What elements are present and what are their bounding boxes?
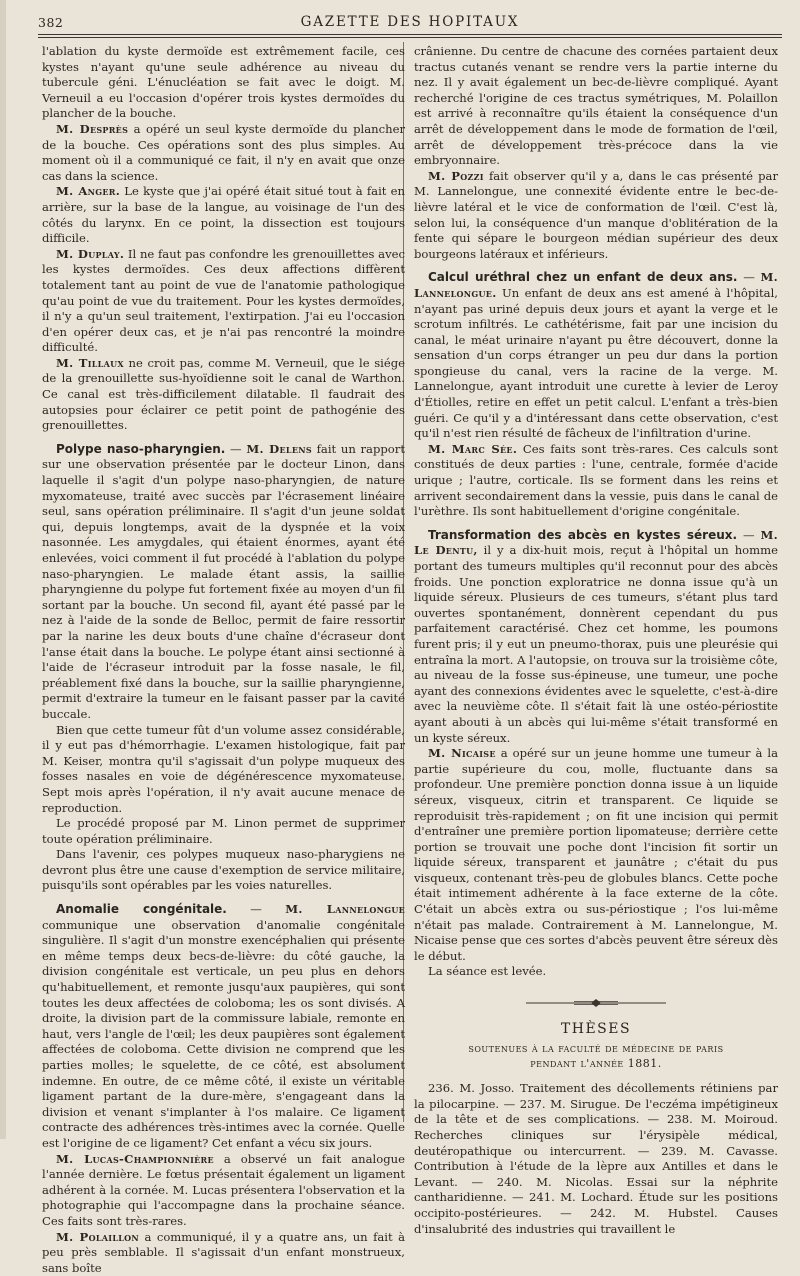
paragraph-text: communique une observation d'anomalie congénitale singulière. Il s'agit d'un monstre exencéphalien qui présente en même temps deux becs-de-lièvre: du côté gauche, la division congénitale est verticale, un peu plus en dehors qu'habituellement, et remonte jusqu'aux paupières, qui sont toutes les deux affectées de coloboma; les os sont divisés. A droite, la division part de la commissure labiale, remonte en haut, vers l'angle de l'œil; les deux paupières sont également affectées de coloboma. Cette division ne comprend que les parties molles; le squelette, de ce côté, est absolument indemne. En outre, de ce même côté, il existe un véritable ligament partant de la dure-mère, s'engageant dans la division et venant s'implanter à l'os malaire. Ce ligament contracte des adhérences très-intimes avec la cornée. Quelle est l'origine de ce ligament? Cet enfant a vécu six jours. — [42, 917, 405, 1150]
speaker-name: M. Pozzi — [428, 168, 484, 183]
paragraph-text: ne croit pas, comme M. Verneuil, que le siége de la grenouillette sus-hyoïdienne soit le canal de Warthon. Ce canal est très-difficilement dilatable. Il faudrait des autopsies pour éclairer ce petit point de pathogénie des grenouillettes. — [42, 355, 406, 433]
journal-title: GAZETTE DES HOPITAUX — [300, 14, 520, 30]
paragraph-text: Un enfant de deux ans est amené à l'hôpital, n'ayant pas uriné depuis deux jours et ayant la verge et le scrotum infiltrés. Le cathétérisme, fait par une incision du canal, le méat urinaire n'ayant pu être découvert, donne la sensation d'un corps étranger un peu dur dans la portion spongieuse du canal, vers la racine de la verge. M. Lannelongue, ayant introduit une curette à levier de Leroy d'Étiolles, retire en effet un petit calcul. L'enfant a très-bien guéri. Ce qu'il y a d'intéressant dans cette observation, c'est qu'il n'est rien résulté de fâcheux de l'infiltration d'urine. — [414, 285, 778, 441]
speaker-name: M. Lucas-Championnière — [56, 1151, 214, 1166]
speaker-name: M. Marc Sée. — [428, 441, 518, 456]
section-title: Transformation des abcès en kystes séreux. — [428, 527, 738, 542]
speaker-name: M. Anger. — [56, 184, 121, 199]
paragraph: l'ablation du kyste dermoïde est extrêmement facile, ces kystes n'ayant qu'une seule adhérence au niveau du tubercule géni. L'énucléation se fait avec le doigt. M. Verneuil a eu l'occasion d'opérer trois kystes dermoïdes du plancher de la bouche. — [42, 44, 405, 121]
section-title: Anomalie congénitale. — [56, 902, 227, 917]
theses-subheading-line: pendant l'année 1881. — [530, 1057, 662, 1071]
title-dash: — — [737, 270, 761, 285]
page-number: 382 — [38, 15, 64, 30]
paragraph-text: a communiqué, il y a quatre ans, un fait à peu près semblable. Il s'agissait d'un enfant monstrueux, sans boîte — [42, 1229, 405, 1275]
header-rule-bottom — [38, 37, 782, 38]
paragraph-text: Le kyste que j'ai opéré était situé tout à fait en arrière, sur la base de la langue, au voisinage de l'un des côtés du larynx. En ce point, la dissection est toujours difficile. — [42, 184, 406, 246]
theses-subheading-line: soutenues à la faculté de médecine de paris — [468, 1042, 724, 1056]
paragraph — [42, 122, 405, 184]
title-dash: — — [737, 527, 761, 542]
section-paragraph — [42, 442, 405, 723]
section-paragraph — [414, 270, 778, 442]
paragraph-text: fait un rapport sur une observation présentée par le docteur Linon, dans laquelle il s'agit d'un polype naso-pharyngien, de nature myxomateuse, traité avec succès par l'écrasement linéaire seul, sans opération préliminaire. Il s'agit d'un jeune soldat qui, depuis longtemps, avait de la dyspnée et la voix nasonnée. Les amygdales, qui étaient énormes, ayant été enlevées, voici comment il fut procédé à l'ablation du polype naso-pharyngien. Le malade étant assis, la saillie pharyngienne du polype fut fortement fixée au moyen d'un fil sortant par la bouche. Un second fil, ayant été passé par le nez à l'aide de la sonde de Belloc, permit de faire ressortir par la narine les deux bouts d'une chaîne d'écraseur dont l'anse était dans la bouche. Le polype étant ainsi sectionné à l'aide de l'écraseur introduit par la fosse nasale, le fil, préablement fixé dans la bouche, sur la saillie pharyngienne, permit d'extraire la tumeur en le faisant passer par la cavité buccale. — [42, 441, 405, 721]
section-paragraph — [414, 528, 778, 746]
paragraph — [42, 184, 405, 246]
paragraph — [42, 1152, 405, 1230]
page-edge — [0, 0, 6, 1139]
speaker-name: M. Nicaise — [428, 746, 496, 761]
speaker-name: M. Desprès — [56, 121, 129, 136]
paragraph — [414, 169, 778, 263]
right-column — [414, 44, 778, 1237]
paragraph: Dans l'avenir, ces polypes muqueux naso-pharygiens ne devront plus être une cause d'exemption de service militaire, puisqu'ils sont opérables par les voies naturelles. — [42, 847, 405, 893]
paragraph — [42, 1230, 405, 1276]
section-title: Polype naso-pharyngien. — [56, 441, 226, 456]
theses-heading: THÈSES — [560, 1020, 632, 1037]
section-title: Calcul uréthral chez un enfant de deux ans. — [428, 270, 738, 285]
paragraph-text: a opéré sur un jeune homme une tumeur à la partie supérieure du cou, molle, fluctuante dans sa profondeur. Une première ponction donna issue à un liquide séreux, visqueux, citrin et transparent. Ce liquide se reproduisit très-rapidement ; on fit une incision qui permit d'entraîner une première portion lipomateuse; derrière cette portion se trouvait une poche dont l'incision fit sortir un liquide séreux, transparent et jaunâtre ; c'était du pus visqueux, contenant très-peu de globules blancs. Cette poche était intimement adhérente à la face externe de la côte. C'était un abcès extra ou sus-périostique ; l'os lui-même n'était pas malade. Contrairement à M. Lannelongue, M. Nicaise pense que ces sortes d'abcès peuvent être séreux dès le début. — [414, 746, 779, 963]
theses-subheading — [414, 1041, 778, 1071]
header-rule-top — [38, 34, 782, 35]
paragraph — [42, 247, 405, 356]
speaker-name: M. Tillaux — [56, 355, 124, 370]
paragraph — [42, 356, 405, 434]
page-header — [38, 12, 782, 36]
title-dash: — — [226, 902, 286, 917]
section-paragraph — [42, 902, 405, 1152]
paragraph-text: a opéré un seul kyste dermoïde du plancher de la bouche. Ces opérations sont des plus simples. Au moment où il a communiqué ce fait, il n'y en avait que onze cas dans la science. — [42, 121, 406, 183]
paragraph: Bien que cette tumeur fût d'un volume assez considérable, il y eut pas d'hémorrhagie. L'examen histologique, fait par M. Keiser, montra qu'il s'agissait d'un polype muqueux des fosses nasales en voie de dégénérescence myxomateuse. Sept mois après l'opération, il n'y avait aucune menace de reproduction. — [42, 722, 405, 815]
speaker-name: M. Duplay. — [56, 246, 125, 261]
ornament-divider-icon — [526, 999, 666, 1007]
title-dash: — — [225, 441, 247, 456]
left-column — [42, 44, 405, 1276]
paragraph-text: a observé un fait analogue l'année dernière. Le fœtus présentait également un ligament adhérent à la cornée. M. Lucas présentera l'observation et la photographie qui l'accompagne dans la prochaine séance. Ces faits sont très-rares. — [42, 1151, 405, 1228]
speaker-name: M. Polaillon — [56, 1229, 140, 1244]
speaker-name: M. Le Dentu, — [414, 527, 778, 558]
section-ornament — [414, 996, 778, 1012]
speaker-name: M. Lannelongue. — [414, 270, 778, 300]
paragraph-text: fait observer qu'il y a, dans le cas présenté par M. Lannelongue, une connexité évidente entre le bec-de-lièvre latéral et le vice de conformation de l'œil. C'est là, selon lui, la conséquence d'un manque d'oblitération de la fente qui sépare le bourgeon médian supérieur des deux bourgeons latéraux et inférieurs. — [414, 168, 778, 261]
closing-line: La séance est levée. — [428, 964, 547, 979]
paragraph-text: Ces faits sont très-rares. Ces calculs sont constitués de deux parties : l'une, centrale, formée d'acide urique ; l'autre, corticale. Ils se forment dans les reins et arrivent secondairement dans la vessie, puis dans le canal de l'urèthre. Ils sont habituellement d'origine congénitale. — [414, 441, 778, 519]
paragraph — [414, 442, 778, 520]
speaker-name: M. Lannelongue — [285, 902, 405, 917]
theses-list: 236. M. Josso. Traitement des décollements rétiniens par la pilocarpine. — 237. M. Sirugue. De l'eczéma impétigineux de la tête et de ses complications. — 238. M. Moiroud. Recherches cliniques sur l'érysipèle médical, deutéropathique ou intercurrent. — 239. M. Cavasse. Contribution à l'étude de la lèpre aux Antilles et dans le Levant. — 240. M. Nicolas. Essai sur la néphrite cantharidienne. — 241. M. Lochard. Étude sur les positions occipito-postérieures. — 242. M. Hubstel. Causes d'insalubrité des industries qui travaillent le — [414, 1081, 778, 1236]
paragraph — [414, 746, 778, 964]
paragraph-text: il y a dix-huit mois, reçut à l'hôpital un homme portant des tumeurs multiples qu'il reconnut pour des abcès froids. Une ponction exploratrice ne donna issue qu'à un liquide séreux. Plusieurs de ces tumeurs, s'étant plus tard ouvertes spontanément, donnèrent cependant du pus parfaitement caractérisé. Chez cet homme, les poumons furent pris; il y eut un pneumo-thorax, puis une pleurésie qui entraîna la mort. A l'autopsie, on trouva sur la troisième côte, au niveau de la fosse sus-épineuse, une tumeur, une poche ayant des connexions évidentes avec le squelette, c'est-à-dire avec la neuvième côte. Il s'était fait là une ostéo-périostite ayant abouti à un abcès qui lui-même s'était transformé en un kyste séreux. — [414, 543, 778, 745]
paragraph: crânienne. Du centre de chacune des cornées partaient deux tractus cutanés venant se rendre vers la partie interne du nez. Il y avait également un bec-de-lièvre compliqué. Ayant recherché l'origine de ces tractus symétriques, M. Polaillon est arrivé à reconnaître qu'ils étaient la conséquence d'un arrêt de développement dans le mode de formation de l'œil, arrêt de développement très-précoce dans la vie embryonnaire. — [414, 44, 778, 168]
paragraph-text: Il ne faut pas confondre les grenouillettes avec les kystes dermoïdes. Ces deux affections diffèrent totalement tant au point de vue de l'anatomie pathologique qu'au point de vue du traitement. Pour les kystes dermoïdes, il n'y a qu'un seul traitement, l'extirpation. J'ai eu l'occasion d'en opérer deux cas, et je n'ai pas rencontré la moindre difficulté. — [42, 246, 405, 355]
speaker-name: M. Delens — [246, 441, 312, 456]
paragraph: Le procédé proposé par M. Linon permet de supprimer toute opération préliminaire. — [42, 816, 405, 846]
